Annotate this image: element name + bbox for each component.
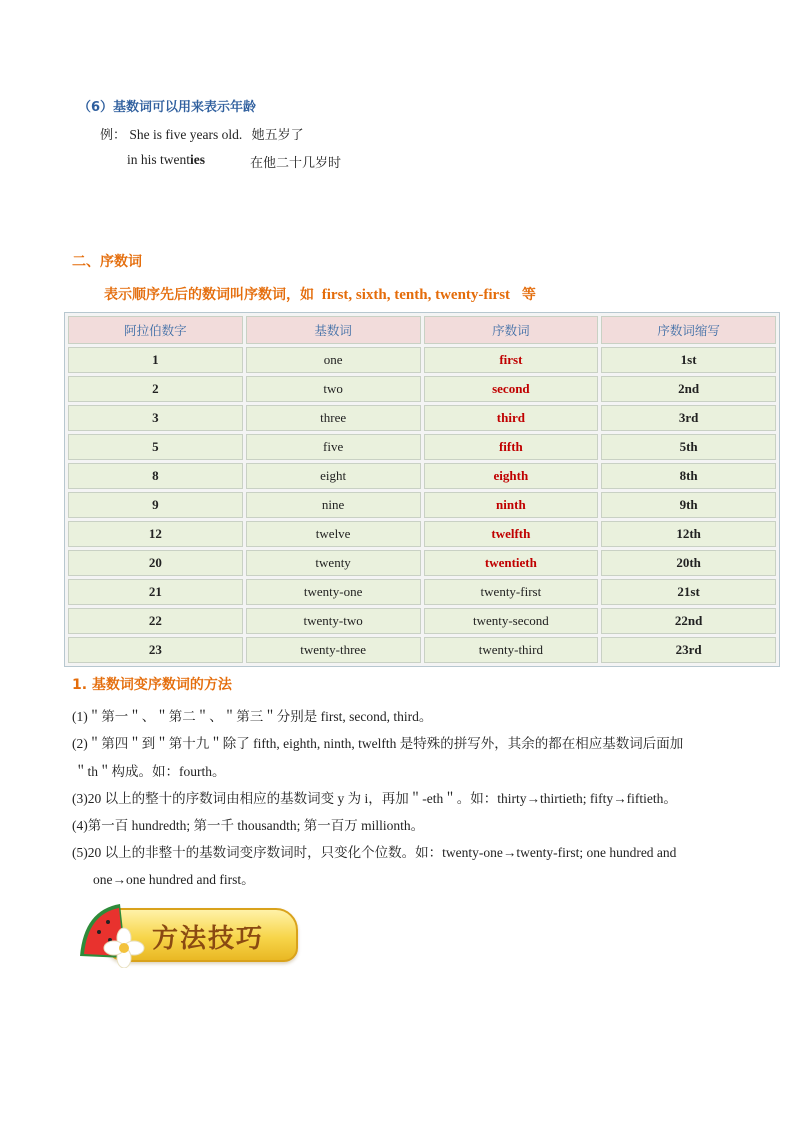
cell-arabic: 2 bbox=[68, 376, 243, 402]
table-row bbox=[68, 376, 776, 402]
method-heading: 1. 基数词变序数词的方法 bbox=[72, 677, 232, 693]
method-tips-badge bbox=[74, 898, 300, 968]
cell-arabic: 23 bbox=[68, 637, 243, 663]
cell-cardinal: five bbox=[246, 434, 421, 460]
cell-abbrev: 21st bbox=[601, 579, 776, 605]
cell-cardinal: twelve bbox=[246, 521, 421, 547]
cell-abbrev: 23rd bbox=[601, 637, 776, 663]
table-row bbox=[68, 521, 776, 547]
cell-ordinal: twelfth bbox=[424, 521, 599, 547]
ordinal-table bbox=[64, 312, 780, 667]
table-row bbox=[68, 579, 776, 605]
cell-arabic: 3 bbox=[68, 405, 243, 431]
table-row bbox=[68, 434, 776, 460]
cell-arabic: 21 bbox=[68, 579, 243, 605]
table-row bbox=[68, 492, 776, 518]
cell-abbrev: 8th bbox=[601, 463, 776, 489]
cell-ordinal: fifth bbox=[424, 434, 599, 460]
table-header-row bbox=[68, 316, 776, 344]
cell-cardinal: twenty bbox=[246, 550, 421, 576]
header-arabic: 阿拉伯数字 bbox=[68, 316, 243, 344]
table-row bbox=[68, 463, 776, 489]
table-row bbox=[68, 405, 776, 431]
cell-ordinal: twentieth bbox=[424, 550, 599, 576]
cell-cardinal: one bbox=[246, 347, 421, 373]
header-abbrev: 序数词缩写 bbox=[601, 316, 776, 344]
cell-abbrev: 1st bbox=[601, 347, 776, 373]
cell-arabic: 9 bbox=[68, 492, 243, 518]
intro-chinese: 表示顺序先后的数词叫序数词，如 bbox=[104, 287, 314, 303]
cell-abbrev: 12th bbox=[601, 521, 776, 547]
example-english: She is five years old. bbox=[129, 127, 243, 142]
cell-abbrev: 9th bbox=[601, 492, 776, 518]
rule-2-line-2: ＂th＂构成。如：fourth。 bbox=[74, 764, 226, 779]
example-label: 例： bbox=[100, 128, 127, 143]
example-chinese: 她五岁了 bbox=[251, 128, 304, 143]
example-line bbox=[100, 124, 304, 143]
cell-abbrev: 3rd bbox=[601, 405, 776, 431]
cell-cardinal: nine bbox=[246, 492, 421, 518]
intro-examples: first, sixth, tenth, twenty-first bbox=[321, 287, 511, 303]
cell-arabic: 1 bbox=[68, 347, 243, 373]
section-2-intro bbox=[104, 284, 536, 304]
rule-5-line-1: (5)20 以上的非整十的基数词变序数词时，只变化个位数。如：twenty-one→twenty-first; one hundred and bbox=[72, 845, 677, 860]
intro-end: 等 bbox=[521, 287, 536, 303]
cell-abbrev: 5th bbox=[601, 434, 776, 460]
section-6-heading: （6）基数词可以用来表示年龄 bbox=[78, 100, 257, 115]
cell-abbrev: 22nd bbox=[601, 608, 776, 634]
rule-2-line-1: (2)＂第四＂到＂第十九＂除了 fifth, eighth, ninth, twelfth 是特殊的拼写外，其余的都在相应基数词后面加 bbox=[72, 736, 684, 751]
cell-arabic: 8 bbox=[68, 463, 243, 489]
cell-cardinal: twenty-two bbox=[246, 608, 421, 634]
cell-ordinal: ninth bbox=[424, 492, 599, 518]
table-row bbox=[68, 347, 776, 373]
table-body bbox=[68, 347, 776, 663]
cell-cardinal: eight bbox=[246, 463, 421, 489]
cell-cardinal: twenty-one bbox=[246, 579, 421, 605]
cell-ordinal: twenty-first bbox=[424, 579, 599, 605]
phrase-chinese: 在他二十几岁时 bbox=[250, 156, 342, 171]
header-ordinal: 序数词 bbox=[424, 316, 599, 344]
cell-arabic: 5 bbox=[68, 434, 243, 460]
cell-cardinal: twenty-three bbox=[246, 637, 421, 663]
cell-arabic: 22 bbox=[68, 608, 243, 634]
phrase-bold-suffix: ies bbox=[190, 152, 205, 167]
cell-ordinal: eighth bbox=[424, 463, 599, 489]
cell-arabic: 12 bbox=[68, 521, 243, 547]
cell-ordinal: first bbox=[424, 347, 599, 373]
phrase-prefix: in his twent bbox=[127, 152, 190, 167]
cell-ordinal: third bbox=[424, 405, 599, 431]
header-cardinal: 基数词 bbox=[246, 316, 421, 344]
cell-abbrev: 20th bbox=[601, 550, 776, 576]
phrase-line bbox=[127, 152, 205, 168]
rule-3: (3)20 以上的整十的序数词由相应的基数词变 y 为 i，再加＂-eth＂。如：thirty→thirtieth; fifty→fiftieth。 bbox=[72, 791, 677, 806]
rule-1: (1)＂第一＂、＂第二＂、＂第三＂分别是 first, second, third。 bbox=[72, 709, 433, 724]
cell-abbrev: 2nd bbox=[601, 376, 776, 402]
cell-cardinal: three bbox=[246, 405, 421, 431]
cell-ordinal: second bbox=[424, 376, 599, 402]
table-row bbox=[68, 550, 776, 576]
badge-label: 方法技巧 bbox=[152, 924, 265, 954]
rule-5-line-2: one→one hundred and first。 bbox=[93, 872, 255, 887]
section-2-heading: 二、序数词 bbox=[72, 254, 142, 270]
cell-cardinal: two bbox=[246, 376, 421, 402]
table-row bbox=[68, 637, 776, 663]
cell-ordinal: twenty-third bbox=[424, 637, 599, 663]
table-row bbox=[68, 608, 776, 634]
watermelon-flower-icon bbox=[74, 898, 154, 968]
rule-4: (4)第一百 hundredth; 第一千 thousandth; 第一百万 millionth。 bbox=[72, 818, 425, 833]
cell-ordinal: twenty-second bbox=[424, 608, 599, 634]
cell-arabic: 20 bbox=[68, 550, 243, 576]
